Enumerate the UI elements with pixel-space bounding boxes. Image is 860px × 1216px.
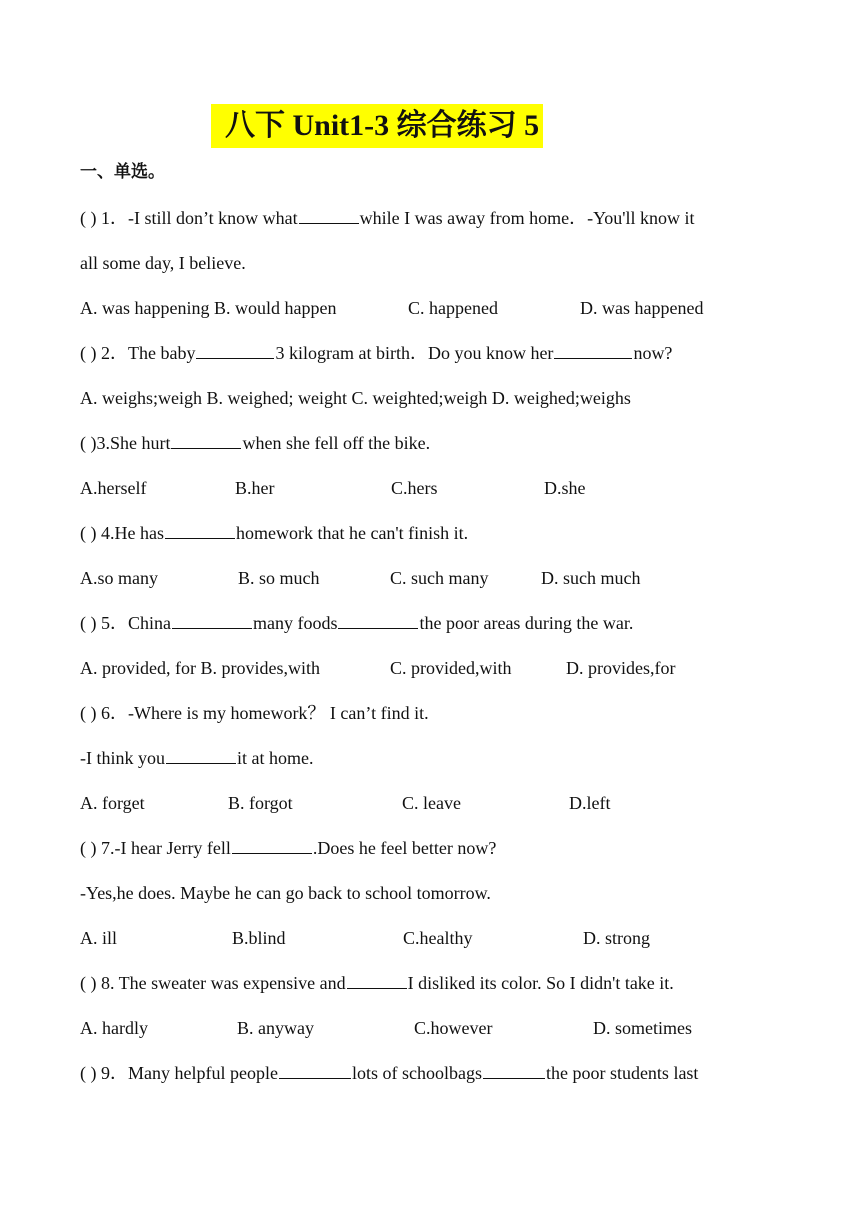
question-1-line-2: all some day, I believe. <box>80 253 246 273</box>
option: D. strong <box>583 928 650 948</box>
answer-blank <box>232 837 312 854</box>
answer-blank <box>171 432 241 449</box>
option: D.left <box>569 793 611 813</box>
option: D. provides,for <box>566 658 676 678</box>
question-9-line-1: ( ) 9．Many helpful people lots of schoolbags the poor students last <box>80 1063 699 1083</box>
question-4-line-1: ( ) 4.He has homework that he can't finish it. <box>80 523 469 543</box>
option: C.hers <box>391 478 438 498</box>
section-heading: 一、单选。 <box>80 162 165 182</box>
option: B. forgot <box>228 793 293 813</box>
option: A.herself <box>80 478 147 498</box>
question-6-line-2: -I think you it at home. <box>80 748 314 768</box>
answer-blank <box>483 1062 545 1079</box>
question-8-line-1: ( ) 8. The sweater was expensive and I disliked its color. So I didn't take it. <box>80 973 674 993</box>
option: B.blind <box>232 928 286 948</box>
option: C. leave <box>402 793 461 813</box>
answer-blank <box>196 342 274 359</box>
option: A. ill <box>80 928 118 948</box>
answer-blank <box>172 612 252 629</box>
option: B.her <box>235 478 275 498</box>
option: C. happened <box>408 298 498 318</box>
option: A. provided, for B. provides,with <box>80 658 320 678</box>
question-3-line-1: ( )3.She hurt when she fell off the bike. <box>80 433 431 453</box>
question-2-options: A. weighs;weigh B. weighed; weight C. weighted;weigh D. weighed;weighs <box>80 388 631 408</box>
option: C.healthy <box>403 928 473 948</box>
option: D.she <box>544 478 586 498</box>
option: D. such much <box>541 568 641 588</box>
page-title: 八下 Unit1-3 综合练习 5 <box>211 104 543 148</box>
option: C. provided,with <box>390 658 512 678</box>
answer-blank <box>165 522 235 539</box>
answer-blank <box>554 342 632 359</box>
option: B. anyway <box>237 1018 314 1038</box>
answer-blank <box>347 972 407 989</box>
answer-blank <box>279 1062 351 1079</box>
answer-blank <box>166 747 236 764</box>
question-5-line-1: ( ) 5．China many foods the poor areas during the war. <box>80 613 634 633</box>
question-7-line-1: ( ) 7.-I hear Jerry fell .Does he feel better now? <box>80 838 497 858</box>
question-2-line-1: ( ) 2．The baby 3 kilogram at birth．Do you know her now? <box>80 343 673 363</box>
option: B. so much <box>238 568 320 588</box>
option: A. was happening B. would happen <box>80 298 337 318</box>
option: C. such many <box>390 568 489 588</box>
option: D. was happened <box>580 298 704 318</box>
option: A.so many <box>80 568 158 588</box>
option: D. sometimes <box>593 1018 692 1038</box>
option: A. forget <box>80 793 145 813</box>
answer-blank <box>299 207 359 224</box>
question-1-line-1: ( ) 1．-I still don’t know what while I was away from home．-You'll know it <box>80 208 695 228</box>
question-7-line-2: -Yes,he does. Maybe he can go back to school tomorrow. <box>80 883 491 903</box>
question-6-line-1: ( ) 6．-Where is my homework？ I can’t find it. <box>80 703 429 723</box>
option: A. hardly <box>80 1018 148 1038</box>
option: C.however <box>414 1018 493 1038</box>
answer-blank <box>338 612 418 629</box>
